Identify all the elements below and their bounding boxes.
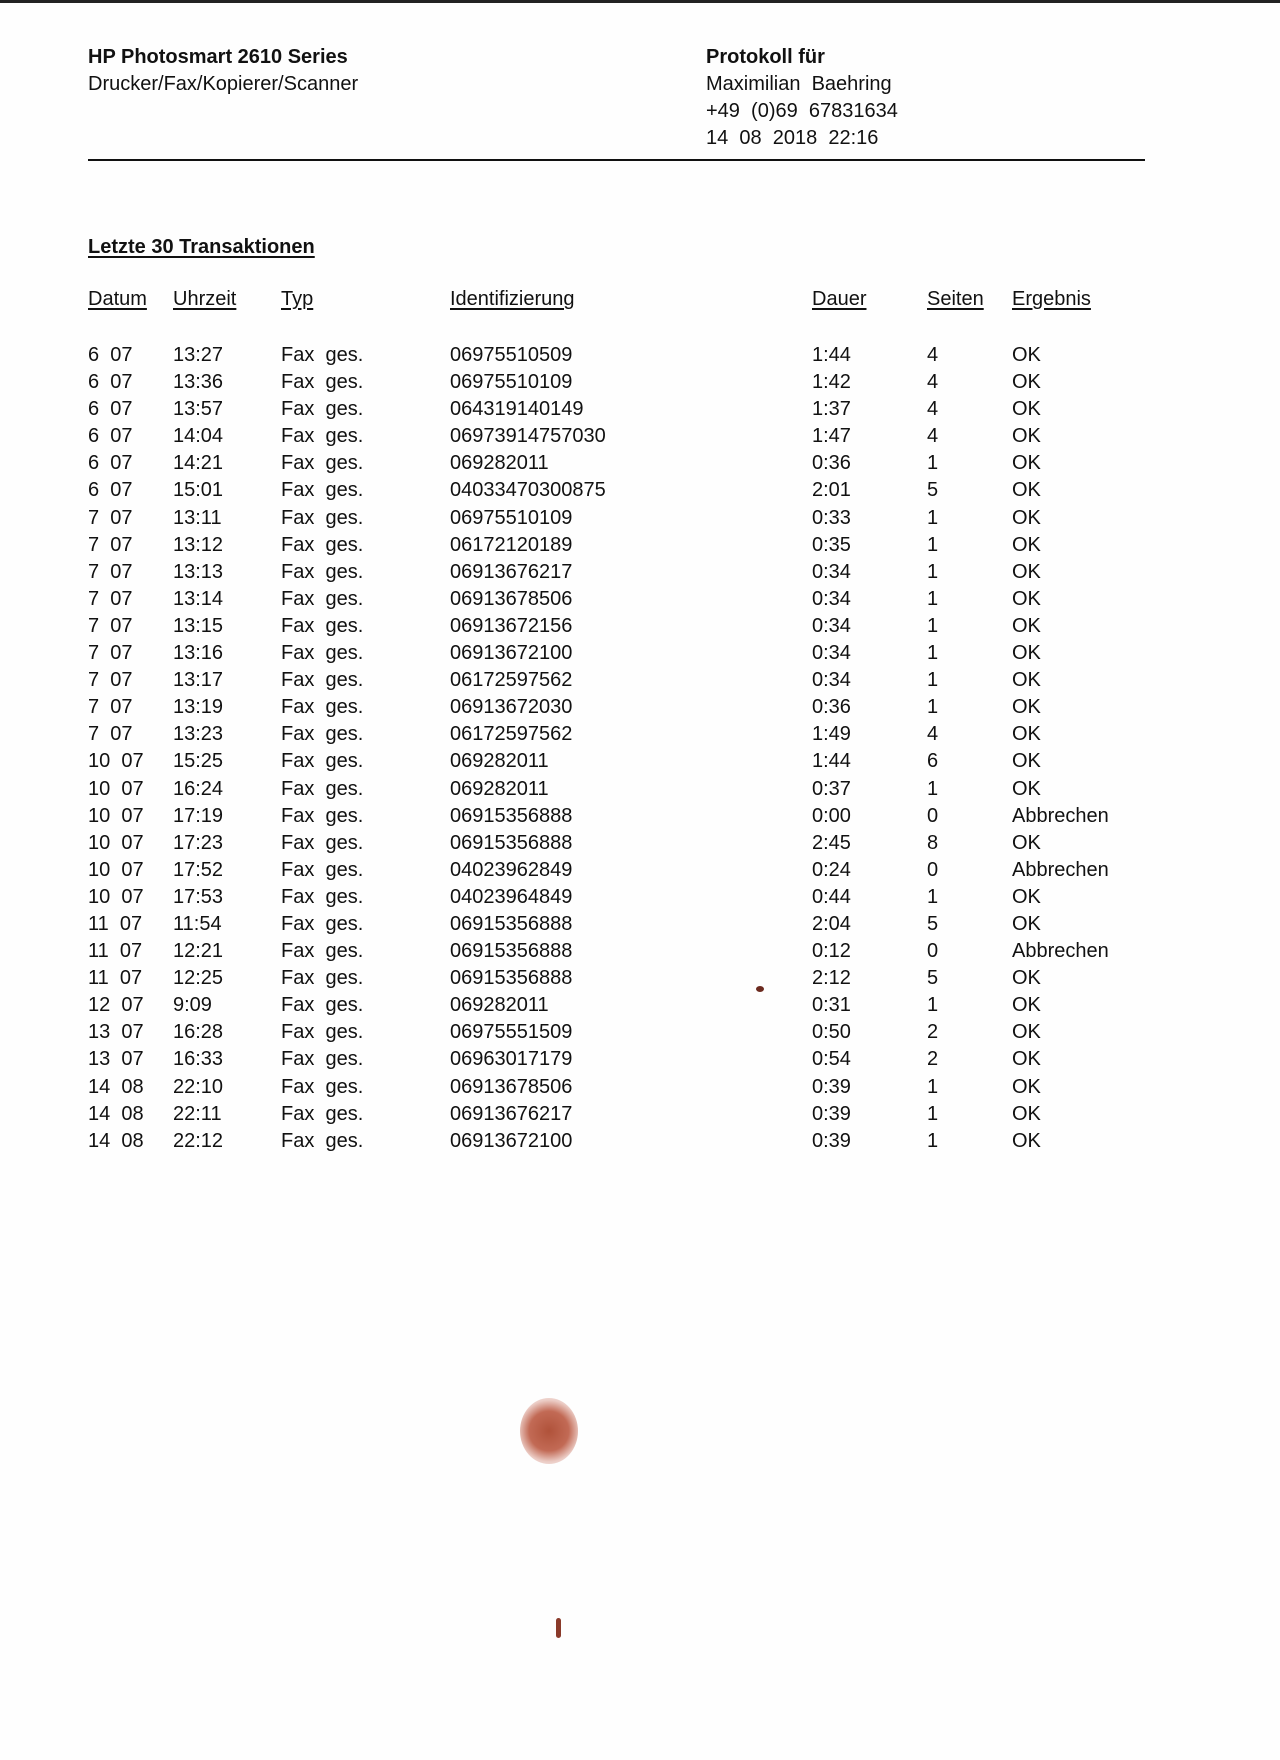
table-row (88, 477, 1132, 504)
cell-datum: 14 08 (88, 1075, 144, 1098)
cell-uhrzeit: 16:28 (173, 1021, 224, 1044)
cell-seiten: 4 (927, 344, 939, 366)
column-header-seiten: Seiten (927, 288, 984, 310)
table-row (88, 369, 1132, 396)
column-header-identifizierung: Identifizierung (450, 288, 575, 310)
cell-ergebnis: OK (1012, 831, 1041, 854)
cell-identifizierung: 06913672100 (450, 1129, 573, 1152)
table-row (88, 721, 1132, 748)
cell-identifizierung: 04023964849 (450, 885, 573, 908)
ink-speck (556, 1618, 561, 1638)
table-row (88, 613, 1132, 640)
cell-uhrzeit: 14:21 (173, 452, 224, 475)
cell-dauer: 1:44 (812, 344, 851, 366)
header-spacer (88, 320, 1132, 342)
cell-uhrzeit: 17:19 (173, 804, 224, 827)
cell-typ: Fax ges. (281, 1021, 364, 1044)
header-divider (88, 159, 1145, 161)
transaction-table (88, 288, 1132, 1155)
cell-ergebnis: OK (1012, 885, 1041, 908)
cell-seiten: 1 (927, 560, 939, 583)
cell-dauer: 0:39 (812, 1075, 851, 1098)
stain-mark (520, 1398, 578, 1464)
cell-uhrzeit: 22:10 (173, 1075, 224, 1098)
table-row (88, 992, 1132, 1019)
cell-dauer: 0:34 (812, 614, 851, 637)
cell-typ: Fax ges. (281, 831, 364, 854)
cell-dauer: 0:12 (812, 940, 851, 963)
cell-ergebnis: OK (1012, 506, 1041, 529)
cell-uhrzeit: 22:11 (173, 1102, 222, 1125)
cell-datum: 7 07 (88, 614, 133, 637)
cell-seiten: 5 (927, 479, 939, 502)
cell-typ: Fax ges. (281, 425, 364, 448)
cell-uhrzeit: 13:14 (173, 587, 224, 610)
cell-seiten: 1 (927, 614, 939, 637)
cell-identifizierung: 069282011 (450, 994, 549, 1017)
cell-identifizierung: 04033470300875 (450, 479, 606, 502)
scan-top-edge (0, 0, 1280, 3)
cell-seiten: 1 (927, 1102, 939, 1125)
cell-seiten: 2 (927, 1021, 939, 1044)
cell-identifizierung: 06172120189 (450, 533, 573, 556)
cell-ergebnis: Abbrechen (1012, 804, 1109, 827)
cell-uhrzeit: 13:15 (173, 614, 224, 637)
column-header-uhrzeit: Uhrzeit (173, 288, 237, 310)
cell-ergebnis: Abbrechen (1012, 940, 1109, 963)
cell-identifizierung: 06915356888 (450, 967, 573, 990)
cell-identifizierung: 06913672100 (450, 642, 573, 665)
cell-typ: Fax ges. (281, 994, 364, 1017)
cell-typ: Fax ges. (281, 967, 364, 990)
cell-dauer: 2:04 (812, 912, 851, 935)
cell-seiten: 0 (927, 940, 939, 963)
cell-uhrzeit: 13:12 (173, 533, 224, 556)
cell-identifizierung: 06913678506 (450, 587, 573, 610)
cell-ergebnis: OK (1012, 994, 1041, 1017)
cell-seiten: 1 (927, 1075, 939, 1098)
cell-ergebnis: OK (1012, 533, 1041, 556)
transaction-rows (88, 320, 1132, 1155)
cell-datum: 10 07 (88, 777, 144, 800)
protocol-header (706, 44, 898, 152)
cell-identifizierung: 06915356888 (450, 831, 573, 854)
table-row (88, 1046, 1132, 1073)
cell-seiten: 4 (927, 371, 939, 394)
cell-typ: Fax ges. (281, 669, 364, 692)
cell-identifizierung: 06172597562 (450, 669, 573, 692)
cell-identifizierung: 06913676217 (450, 1102, 573, 1125)
cell-typ: Fax ges. (281, 479, 364, 502)
cell-ergebnis: OK (1012, 777, 1041, 800)
cell-datum: 6 07 (88, 452, 133, 475)
cell-dauer: 0:34 (812, 587, 851, 610)
cell-uhrzeit: 13:36 (173, 371, 224, 394)
section-title: Letzte 30 Transaktionen (88, 236, 315, 258)
cell-uhrzeit: 16:33 (173, 1048, 224, 1071)
cell-typ: Fax ges. (281, 614, 364, 637)
cell-seiten: 1 (927, 696, 939, 719)
cell-datum: 7 07 (88, 533, 133, 556)
cell-uhrzeit: 15:25 (173, 750, 224, 773)
cell-uhrzeit: 16:24 (173, 777, 224, 800)
cell-datum: 10 07 (88, 750, 144, 773)
cell-ergebnis: OK (1012, 560, 1041, 583)
cell-dauer: 1:42 (812, 371, 851, 394)
cell-dauer: 0:37 (812, 777, 851, 800)
cell-ergebnis: OK (1012, 1075, 1041, 1098)
cell-datum: 13 07 (88, 1048, 144, 1071)
table-row (88, 342, 1132, 369)
cell-datum: 12 07 (88, 994, 144, 1017)
cell-ergebnis: OK (1012, 1129, 1041, 1152)
cell-identifizierung: 06913678506 (450, 1075, 573, 1098)
cell-ergebnis: OK (1012, 696, 1041, 719)
column-header-typ: Typ (281, 288, 314, 310)
cell-datum: 10 07 (88, 885, 144, 908)
cell-ergebnis: OK (1012, 669, 1041, 692)
cell-uhrzeit: 13:13 (173, 560, 224, 583)
cell-uhrzeit: 9:09 (173, 994, 212, 1017)
cell-identifizierung: 06913672156 (450, 614, 573, 637)
table-row (88, 559, 1132, 586)
ink-speck (756, 986, 764, 992)
cell-typ: Fax ges. (281, 750, 364, 773)
cell-uhrzeit: 11:54 (173, 912, 222, 935)
cell-ergebnis: OK (1012, 1102, 1041, 1125)
cell-dauer: 0:34 (812, 642, 851, 665)
cell-seiten: 1 (927, 642, 939, 665)
cell-typ: Fax ges. (281, 696, 364, 719)
cell-ergebnis: OK (1012, 398, 1041, 421)
cell-seiten: 1 (927, 1129, 939, 1152)
column-header-datum: Datum (88, 288, 147, 310)
cell-datum: 11 07 (88, 940, 143, 963)
table-header-row (88, 288, 1132, 320)
cell-identifizierung: 06975510109 (450, 506, 573, 529)
cell-uhrzeit: 15:01 (173, 479, 224, 502)
cell-identifizierung: 06915356888 (450, 804, 573, 827)
cell-dauer: 1:37 (812, 398, 851, 421)
cell-datum: 7 07 (88, 587, 133, 610)
cell-ergebnis: OK (1012, 371, 1041, 394)
cell-uhrzeit: 17:53 (173, 885, 224, 908)
table-row (88, 857, 1132, 884)
cell-uhrzeit: 14:04 (173, 425, 224, 448)
cell-dauer: 0:50 (812, 1021, 851, 1044)
cell-dauer: 0:34 (812, 669, 851, 692)
cell-dauer: 1:44 (812, 750, 851, 773)
cell-datum: 10 07 (88, 858, 144, 881)
cell-seiten: 4 (927, 425, 939, 448)
cell-seiten: 0 (927, 858, 939, 881)
cell-typ: Fax ges. (281, 885, 364, 908)
cell-ergebnis: OK (1012, 642, 1041, 665)
report-datetime: 14 08 2018 22:16 (706, 127, 879, 149)
cell-typ: Fax ges. (281, 912, 364, 935)
cell-dauer: 1:49 (812, 723, 851, 746)
cell-datum: 10 07 (88, 804, 144, 827)
cell-ergebnis: OK (1012, 425, 1041, 448)
cell-dauer: 2:01 (812, 479, 851, 502)
cell-uhrzeit: 12:25 (173, 967, 224, 990)
cell-datum: 7 07 (88, 723, 133, 746)
cell-seiten: 1 (927, 777, 939, 800)
cell-uhrzeit: 13:57 (173, 398, 224, 421)
table-row (88, 667, 1132, 694)
cell-typ: Fax ges. (281, 1129, 364, 1152)
cell-typ: Fax ges. (281, 642, 364, 665)
cell-ergebnis: OK (1012, 1048, 1041, 1071)
cell-dauer: 0:39 (812, 1129, 851, 1152)
owner-phone: +49 (0)69 67831634 (706, 100, 898, 122)
cell-identifizierung: 06913676217 (450, 560, 573, 583)
cell-uhrzeit: 13:11 (173, 506, 222, 529)
cell-uhrzeit: 17:23 (173, 831, 224, 854)
cell-identifizierung: 06975510509 (450, 344, 573, 366)
cell-dauer: 0:54 (812, 1048, 851, 1071)
cell-typ: Fax ges. (281, 344, 364, 366)
cell-typ: Fax ges. (281, 1075, 364, 1098)
cell-datum: 7 07 (88, 669, 133, 692)
cell-dauer: 2:12 (812, 967, 851, 990)
cell-seiten: 4 (927, 723, 939, 746)
cell-seiten: 8 (927, 831, 939, 854)
cell-datum: 14 08 (88, 1102, 144, 1125)
cell-dauer: 1:47 (812, 425, 851, 448)
cell-typ: Fax ges. (281, 858, 364, 881)
cell-datum: 10 07 (88, 831, 144, 854)
cell-typ: Fax ges. (281, 1102, 364, 1125)
cell-identifizierung: 06975551509 (450, 1021, 573, 1044)
cell-datum: 7 07 (88, 642, 133, 665)
cell-uhrzeit: 17:52 (173, 858, 224, 881)
cell-identifizierung: 06915356888 (450, 912, 573, 935)
cell-typ: Fax ges. (281, 804, 364, 827)
cell-dauer: 0:24 (812, 858, 851, 881)
device-type: Drucker/Fax/Kopierer/Scanner (88, 73, 359, 95)
table-row (88, 1019, 1132, 1046)
cell-datum: 6 07 (88, 479, 133, 502)
table-row (88, 423, 1132, 450)
cell-dauer: 0:44 (812, 885, 851, 908)
cell-dauer: 0:31 (812, 994, 851, 1017)
cell-identifizierung: 06975510109 (450, 371, 573, 394)
table-row (88, 396, 1132, 423)
table-row (88, 803, 1132, 830)
cell-datum: 11 07 (88, 967, 143, 990)
table-row (88, 586, 1132, 613)
cell-seiten: 1 (927, 669, 939, 692)
cell-identifizierung: 069282011 (450, 750, 549, 773)
cell-datum: 7 07 (88, 696, 133, 719)
cell-ergebnis: OK (1012, 1021, 1041, 1044)
cell-datum: 14 08 (88, 1129, 144, 1152)
cell-identifizierung: 04023962849 (450, 858, 573, 881)
cell-datum: 11 07 (88, 912, 143, 935)
table-row (88, 532, 1132, 559)
device-header (88, 44, 358, 98)
cell-dauer: 0:34 (812, 560, 851, 583)
table-row (88, 640, 1132, 667)
cell-typ: Fax ges. (281, 1048, 364, 1071)
cell-uhrzeit: 13:23 (173, 723, 224, 746)
cell-identifizierung: 06913672030 (450, 696, 573, 719)
cell-dauer: 0:33 (812, 506, 851, 529)
table-row (88, 748, 1132, 775)
cell-typ: Fax ges. (281, 587, 364, 610)
cell-seiten: 1 (927, 587, 939, 610)
table-row (88, 965, 1132, 992)
table-row (88, 505, 1132, 532)
cell-typ: Fax ges. (281, 452, 364, 475)
cell-seiten: 5 (927, 967, 939, 990)
cell-uhrzeit: 13:19 (173, 696, 224, 719)
cell-uhrzeit: 13:16 (173, 642, 224, 665)
cell-identifizierung: 06973914757030 (450, 425, 606, 448)
cell-dauer: 2:45 (812, 831, 851, 854)
cell-identifizierung: 06172597562 (450, 723, 573, 746)
table-row (88, 884, 1132, 911)
cell-typ: Fax ges. (281, 723, 364, 746)
protocol-label: Protokoll für (706, 46, 825, 68)
cell-identifizierung: 069282011 (450, 452, 549, 475)
cell-ergebnis: OK (1012, 912, 1041, 935)
cell-seiten: 1 (927, 885, 939, 908)
cell-typ: Fax ges. (281, 560, 364, 583)
cell-datum: 7 07 (88, 506, 133, 529)
table-row (88, 776, 1132, 803)
cell-typ: Fax ges. (281, 371, 364, 394)
cell-ergebnis: OK (1012, 344, 1041, 366)
cell-uhrzeit: 13:27 (173, 344, 224, 366)
cell-ergebnis: OK (1012, 967, 1041, 990)
cell-identifizierung: 06915356888 (450, 940, 573, 963)
cell-identifizierung: 064319140149 (450, 398, 584, 421)
cell-identifizierung: 06963017179 (450, 1048, 573, 1071)
cell-typ: Fax ges. (281, 398, 364, 421)
cell-typ: Fax ges. (281, 506, 364, 529)
cell-seiten: 1 (927, 452, 939, 475)
cell-datum: 6 07 (88, 344, 133, 366)
column-header-ergebnis: Ergebnis (1012, 288, 1091, 310)
table-row (88, 1128, 1132, 1155)
cell-typ: Fax ges. (281, 777, 364, 800)
table-row (88, 1101, 1132, 1128)
table-row (88, 1074, 1132, 1101)
cell-ergebnis: Abbrechen (1012, 858, 1109, 881)
cell-seiten: 1 (927, 506, 939, 529)
cell-datum: 6 07 (88, 371, 133, 394)
cell-dauer: 0:39 (812, 1102, 851, 1125)
cell-seiten: 5 (927, 912, 939, 935)
owner-name: Maximilian Baehring (706, 73, 892, 95)
cell-ergebnis: OK (1012, 452, 1041, 475)
cell-dauer: 0:00 (812, 804, 851, 827)
cell-seiten: 4 (927, 398, 939, 421)
cell-datum: 6 07 (88, 425, 133, 448)
table-row (88, 450, 1132, 477)
cell-dauer: 0:36 (812, 696, 851, 719)
device-model: HP Photosmart 2610 Series (88, 46, 348, 68)
cell-seiten: 0 (927, 804, 939, 827)
cell-seiten: 1 (927, 994, 939, 1017)
cell-dauer: 0:35 (812, 533, 851, 556)
cell-datum: 7 07 (88, 560, 133, 583)
table-row (88, 938, 1132, 965)
table-row (88, 911, 1132, 938)
cell-typ: Fax ges. (281, 533, 364, 556)
cell-dauer: 0:36 (812, 452, 851, 475)
cell-ergebnis: OK (1012, 479, 1041, 502)
cell-seiten: 2 (927, 1048, 939, 1071)
cell-uhrzeit: 12:21 (173, 940, 224, 963)
cell-identifizierung: 069282011 (450, 777, 549, 800)
table-row (88, 694, 1132, 721)
cell-ergebnis: OK (1012, 723, 1041, 746)
cell-typ: Fax ges. (281, 940, 364, 963)
cell-seiten: 1 (927, 533, 939, 556)
cell-datum: 6 07 (88, 398, 133, 421)
cell-uhrzeit: 13:17 (173, 669, 224, 692)
cell-ergebnis: OK (1012, 614, 1041, 637)
cell-seiten: 6 (927, 750, 939, 773)
cell-ergebnis: OK (1012, 750, 1041, 773)
cell-uhrzeit: 22:12 (173, 1129, 224, 1152)
cell-ergebnis: OK (1012, 587, 1041, 610)
table-row (88, 830, 1132, 857)
cell-datum: 13 07 (88, 1021, 144, 1044)
column-header-dauer: Dauer (812, 288, 867, 310)
